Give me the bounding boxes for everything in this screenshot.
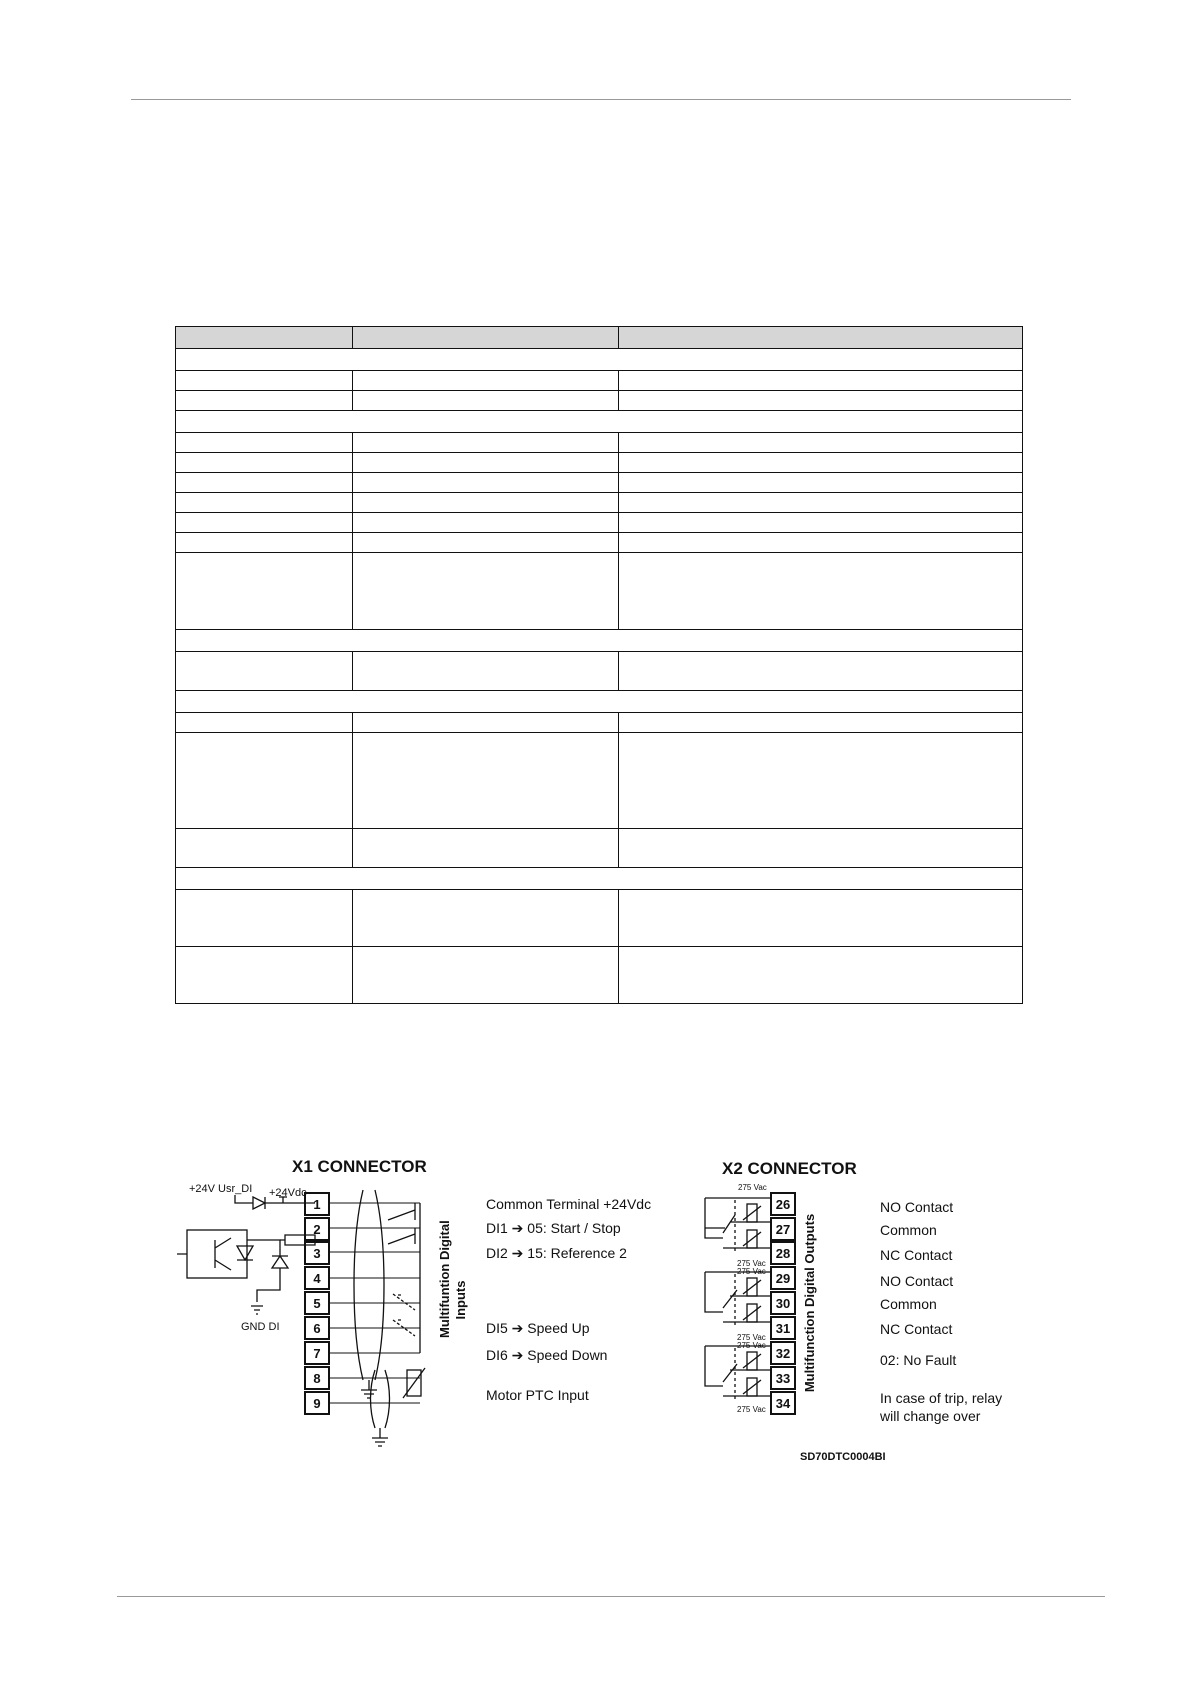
table-row — [176, 713, 1023, 733]
table-cell — [353, 473, 619, 493]
x2-desc-26: NO Contact — [880, 1199, 954, 1215]
x1-vertical-label-line1: Multifuntion Digital — [437, 1220, 452, 1338]
x2-desc-28: NC Contact — [880, 1247, 953, 1263]
x1-descriptions — [486, 1196, 651, 1403]
table-header-cell — [619, 327, 1023, 349]
x1-terminal-9: 9 — [313, 1396, 321, 1411]
header-rule — [131, 99, 1071, 100]
x2-terminal-numbers — [776, 1197, 791, 1411]
table-section-row — [176, 349, 1023, 371]
table-section-cell — [176, 349, 1023, 371]
x2-relay-group-3 — [705, 1346, 770, 1400]
table-cell — [176, 433, 353, 453]
parameter-table — [175, 326, 1023, 1004]
diagram-code: SD70DTC0004BI — [800, 1451, 886, 1463]
speed-switches — [393, 1294, 415, 1336]
optocoupler-box — [187, 1230, 247, 1278]
table-cell — [353, 453, 619, 473]
table-cell — [353, 371, 619, 391]
x2-desc-31: NC Contact — [880, 1321, 953, 1337]
table-row — [176, 453, 1023, 473]
table-cell — [353, 713, 619, 733]
table-cell — [176, 533, 353, 553]
table-row — [176, 890, 1023, 947]
table-cell — [619, 473, 1023, 493]
table-cell — [619, 713, 1023, 733]
table-row — [176, 829, 1023, 868]
x2-voltage-label: 275 Vac — [738, 1183, 767, 1192]
table-cell — [619, 652, 1023, 691]
table-section-row — [176, 630, 1023, 652]
x2-desc-30: Common — [880, 1296, 937, 1312]
x2-desc-34: will change over — [880, 1408, 981, 1424]
table-cell — [176, 652, 353, 691]
ground-symbol — [251, 1306, 263, 1314]
table-section-row — [176, 411, 1023, 433]
table-cell — [619, 371, 1023, 391]
x2-voltage-label: 275 Vac — [737, 1341, 766, 1350]
x2-terminal-29: 29 — [775, 1271, 791, 1286]
table-cell — [353, 513, 619, 533]
table-section-cell — [176, 630, 1023, 652]
table-row — [176, 513, 1023, 533]
x2-terminal-32: 32 — [775, 1346, 791, 1361]
table-cell — [176, 553, 353, 630]
cable-shield — [354, 1190, 384, 1380]
x2-voltage-labels — [737, 1183, 767, 1414]
table-cell — [353, 533, 619, 553]
table-row — [176, 733, 1023, 829]
wiring-diagram-svg — [175, 1160, 1035, 1490]
x1-terminal-3: 3 — [313, 1246, 321, 1261]
table-header-cell — [353, 327, 619, 349]
table-row — [176, 493, 1023, 513]
x2-terminal-27: 27 — [775, 1222, 791, 1237]
table-cell — [353, 553, 619, 630]
table-row — [176, 533, 1023, 553]
x2-desc-33: In case of trip, relay — [880, 1390, 1003, 1406]
x1-desc-3: DI2 ➔ 15: Reference 2 — [486, 1245, 627, 1261]
x1-terminal-4: 4 — [313, 1271, 321, 1286]
x2-vertical-label: Multifunction Digital Outputs — [802, 1213, 817, 1393]
x2-relay-group-2 — [705, 1272, 770, 1326]
table-cell — [353, 947, 619, 1004]
table-row — [176, 433, 1023, 453]
ptc-arrow — [403, 1368, 425, 1398]
table-cell — [619, 553, 1023, 630]
footer-rule — [117, 1596, 1105, 1597]
x1-desc-1: Common Terminal +24Vdc — [486, 1196, 652, 1212]
x1-supply-label: +24V Usr_DI — [189, 1183, 253, 1195]
x2-terminal-30: 30 — [775, 1296, 791, 1311]
table-row — [176, 553, 1023, 630]
x1-terminal-1: 1 — [313, 1197, 321, 1212]
table-cell — [619, 493, 1023, 513]
diode-symbol — [253, 1197, 265, 1209]
table-section-cell — [176, 691, 1023, 713]
table-cell — [176, 371, 353, 391]
table-cell — [176, 829, 353, 868]
input-switches — [388, 1203, 415, 1244]
table-row — [176, 473, 1023, 493]
table-cell — [619, 513, 1023, 533]
table-cell — [619, 947, 1023, 1004]
led-symbol — [237, 1246, 253, 1260]
table-row — [176, 371, 1023, 391]
x2-title: X2 CONNECTOR — [722, 1160, 857, 1178]
connector-wiring-diagram — [175, 1160, 1035, 1490]
x1-vertical-label-line2: Inputs — [453, 1280, 468, 1320]
table-cell — [619, 890, 1023, 947]
ptc-ground — [372, 1428, 388, 1446]
table-cell — [619, 453, 1023, 473]
table-row — [176, 947, 1023, 1004]
x2-voltage-label: 275 Vac — [737, 1333, 766, 1342]
x1-terminal-5: 5 — [313, 1296, 321, 1311]
table-section-cell — [176, 411, 1023, 433]
x1-desc-6: DI5 ➔ Speed Up — [486, 1320, 590, 1336]
x2-voltage-label: 275 Vac — [737, 1405, 766, 1414]
table-cell — [353, 829, 619, 868]
x1-terminal-6: 6 — [313, 1321, 321, 1336]
x1-title: X1 CONNECTOR — [292, 1160, 427, 1176]
table-cell — [619, 733, 1023, 829]
ptc-shield — [371, 1370, 390, 1428]
x2-voltage-label: 275 Vac — [737, 1259, 766, 1268]
clamp-circuit — [247, 1240, 288, 1302]
x2-descriptions — [879, 1199, 1002, 1424]
x2-terminal-34: 34 — [775, 1396, 791, 1411]
x2-desc-27: Common — [880, 1222, 937, 1238]
x1-gnd-label: GND DI — [241, 1321, 280, 1333]
x1-desc-8: Motor PTC Input — [486, 1387, 589, 1403]
table-cell — [353, 890, 619, 947]
table-section-row — [176, 868, 1023, 890]
table-cell — [619, 533, 1023, 553]
table-cell — [176, 947, 353, 1004]
table-cell — [353, 733, 619, 829]
table-section-cell — [176, 868, 1023, 890]
table-cell — [353, 433, 619, 453]
x1-desc-7: DI6 ➔ Speed Down — [486, 1347, 608, 1363]
shield-ground — [361, 1380, 377, 1398]
table-cell — [353, 652, 619, 691]
x1-terminal-8: 8 — [313, 1371, 321, 1386]
x2-terminal-28: 28 — [775, 1246, 791, 1261]
table-cell — [619, 391, 1023, 411]
x2-desc-32: 02: No Fault — [880, 1352, 957, 1368]
table-cell — [176, 473, 353, 493]
x2-terminal-26: 26 — [775, 1197, 791, 1212]
table-cell — [353, 493, 619, 513]
table-header-row — [176, 327, 1023, 349]
x1-terminal-2: 2 — [313, 1222, 321, 1237]
table-cell — [619, 433, 1023, 453]
supply-wire — [235, 1195, 253, 1203]
table-cell — [176, 513, 353, 533]
x1-terminal-7: 7 — [313, 1346, 321, 1361]
x2-voltage-label: 275 Vac — [737, 1267, 766, 1276]
x2-desc-29: NO Contact — [880, 1273, 954, 1289]
table-cell — [176, 453, 353, 473]
table-row — [176, 652, 1023, 691]
table-cell — [176, 391, 353, 411]
x1-vdc-label: +24Vdc — [269, 1187, 307, 1199]
x2-relay-group-1 — [705, 1198, 770, 1252]
table-row — [176, 391, 1023, 411]
phototransistor-symbol — [177, 1238, 231, 1270]
table-cell — [176, 890, 353, 947]
x1-desc-2: DI1 ➔ 05: Start / Stop — [486, 1220, 621, 1236]
x2-terminal-31: 31 — [775, 1321, 791, 1336]
table-cell — [176, 733, 353, 829]
x2-terminal-33: 33 — [775, 1371, 791, 1386]
table-cell — [176, 493, 353, 513]
table-cell — [353, 391, 619, 411]
table-cell — [176, 713, 353, 733]
table-cell — [619, 829, 1023, 868]
table-section-row — [176, 691, 1023, 713]
table-header-cell — [176, 327, 353, 349]
x1-terminal-numbers — [313, 1197, 321, 1411]
